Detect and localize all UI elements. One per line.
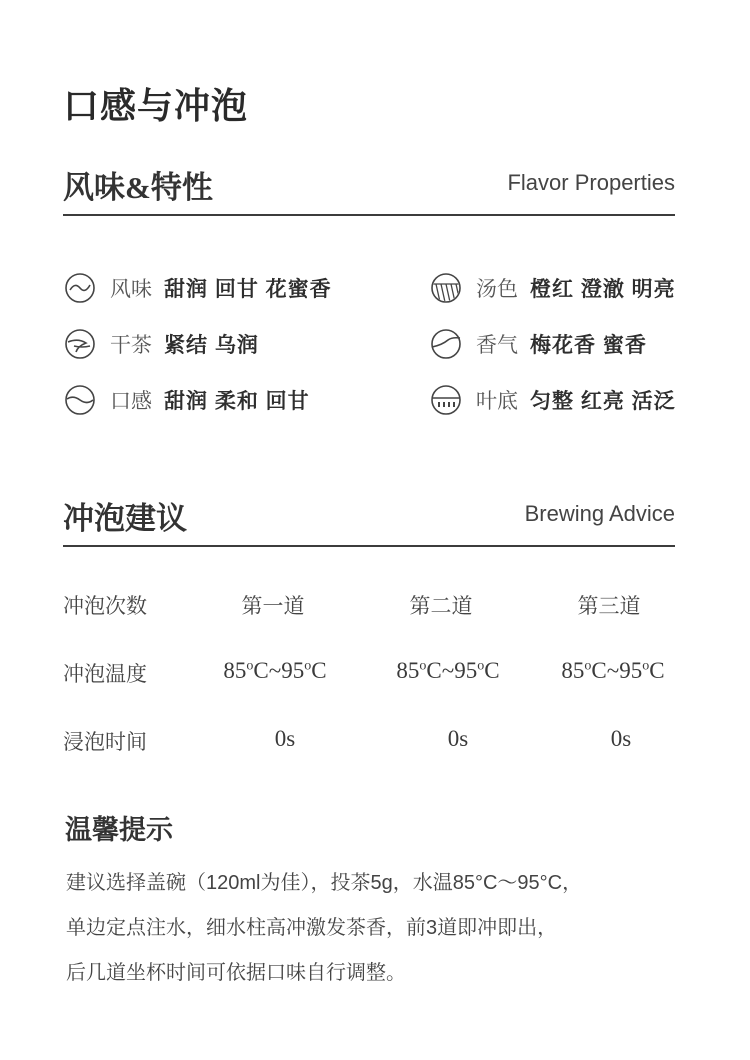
steep-time-value: 0s — [274, 726, 296, 751]
flavor-item-taste — [64, 270, 332, 306]
flavor-label: 风味 — [110, 278, 152, 301]
dotted-circle-icon — [430, 384, 462, 416]
brewing-divider — [63, 545, 675, 547]
temperature-value: 85$^o$C~95$^o$C — [561, 658, 665, 683]
tip-line: 建议选择盖碗（120ml为佳），投茶5g，水温85°C～95°C， — [66, 872, 583, 894]
tip-line: 单边定点注水，细水柱高冲激发茶香，前3道即冲即出， — [66, 917, 558, 939]
brew-steep-count-row — [63, 584, 675, 624]
brew-temperature-row — [63, 652, 675, 692]
flavor-value: 紧结 乌润 — [164, 334, 259, 357]
row-label: 冲泡次数 — [63, 595, 147, 618]
flavor-value: 匀整 红亮 活泛 — [530, 390, 676, 413]
steep-second: 第二道 — [409, 595, 473, 618]
flavor-item-dry-leaf — [64, 326, 259, 362]
wave-circle-icon — [64, 272, 96, 304]
steep-first: 第一道 — [241, 595, 305, 618]
steep-time-value: 0s — [610, 726, 632, 751]
brewing-section-title: 冲泡建议 — [63, 501, 187, 536]
flavor-value: 梅花香 蜜香 — [530, 334, 647, 357]
flavor-section-subtitle: Flavor Properties — [507, 170, 675, 195]
steep-time-value: 0s — [447, 726, 469, 751]
flavor-label: 干茶 — [110, 334, 152, 357]
temperature-value: 85$^o$C~95$^o$C — [223, 658, 327, 683]
flavor-label: 汤色 — [476, 278, 518, 301]
flavor-value: 橙红 澄澈 明亮 — [530, 278, 676, 301]
flavor-item-leaf-base — [430, 382, 676, 418]
hatched-circle-icon — [430, 272, 462, 304]
flavor-divider — [63, 214, 675, 216]
tip-line: 后几道坐杯时间可依据口味自行调整。 — [66, 962, 406, 984]
flavor-label: 口感 — [110, 390, 152, 413]
curve-circle-icon — [430, 328, 462, 360]
brew-steep-time-row — [63, 720, 675, 760]
wave-line-circle-icon — [64, 384, 96, 416]
flavor-item-mouthfeel — [64, 382, 310, 418]
temperature-value: 85$^o$C~95$^o$C — [396, 658, 500, 683]
row-label: 冲泡温度 — [63, 663, 147, 686]
flavor-section-title: 风味&特性 — [63, 170, 213, 205]
steep-third: 第三道 — [577, 595, 641, 618]
flavor-label: 香气 — [476, 334, 518, 357]
flavor-value: 甜润 柔和 回甘 — [164, 390, 310, 413]
row-label: 浸泡时间 — [63, 731, 147, 754]
flavor-label: 叶底 — [476, 390, 518, 413]
flavor-item-liquor-color — [430, 270, 676, 306]
tips-title: 温馨提示 — [65, 815, 173, 845]
flavor-value: 甜润 回甘 花蜜香 — [164, 278, 332, 301]
flavor-item-aroma — [430, 326, 647, 362]
page-title: 口感与冲泡 — [63, 86, 249, 126]
swirl-circle-icon — [64, 328, 96, 360]
brewing-section-subtitle: Brewing Advice — [524, 501, 675, 526]
